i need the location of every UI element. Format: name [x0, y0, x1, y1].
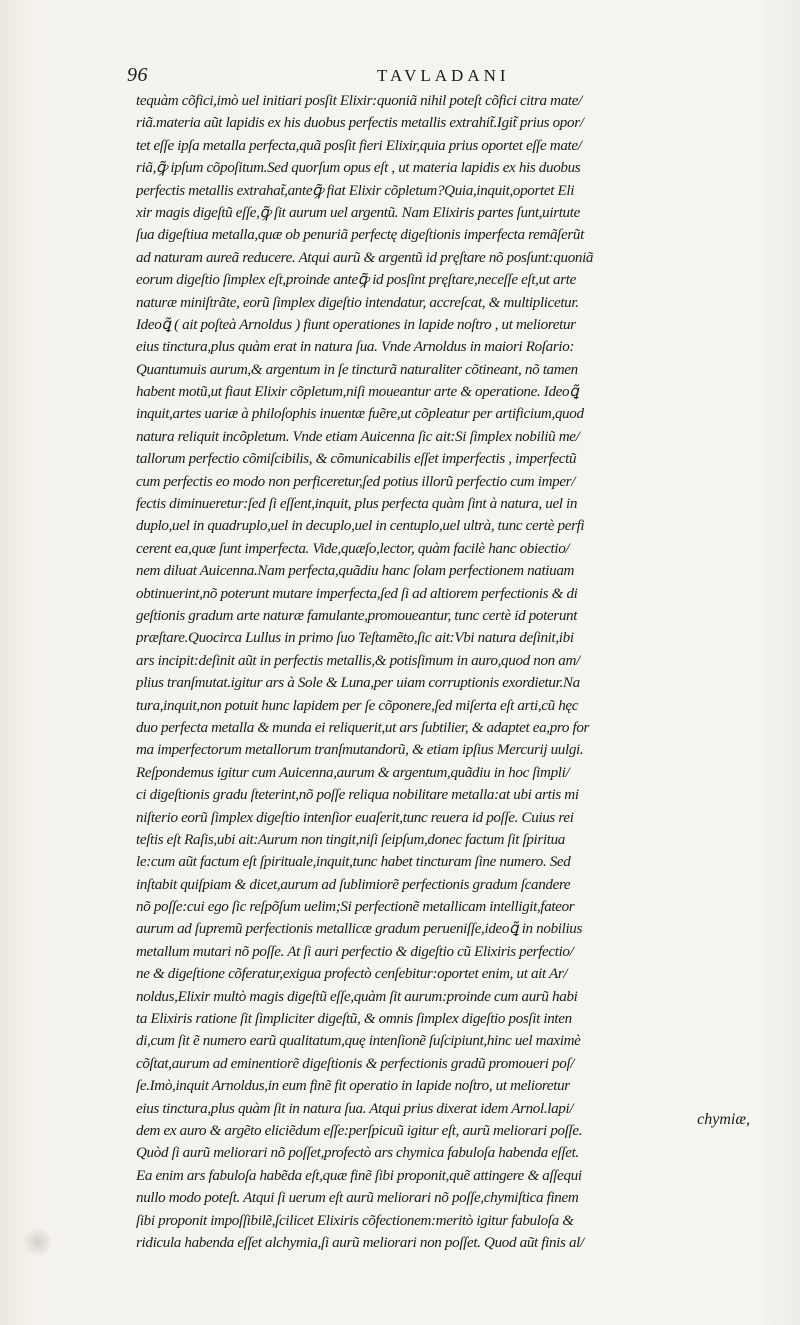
text-line: habent motũ,ut fiaut Elixir cõpletum,niſi moueantur arte & operatione. Ideoꝗ̃ — [136, 384, 579, 401]
text-line: tet eſſe ipſa metalla perfecta,quã posſit fieri Elixir,quia prius oportet eſſe mate/ — [136, 137, 582, 154]
text-line: riã.materia aũt lapidis ex his duobus perfectis metallis extrahit̃.Igit̃ prius opor/ — [136, 115, 584, 132]
text-line: ne & digeſtione cõferatur,exigua profectò cenſebitur:oportet enim, ut ait Ar/ — [136, 966, 568, 983]
text-line: duo perfecta metalla & munda ei reliquerit,ut ars ſubtilier, & adaptet ea,pro for — [136, 719, 590, 736]
text-line: tequàm cõfici,imò uel initiari posſit Elixir:quoniã nihil poteſt cõfici citra mate/ — [136, 93, 582, 109]
text-line: inſtabit quiſpiam & dicet,aurum ad ſublimiorẽ perfectionis gradum ſcandere — [136, 876, 571, 893]
text-line: riã,ꝙ̃ ipſum cõpoſitum.Sed quorſum opus eſt , ut materia lapidis ex his duobus — [136, 160, 581, 177]
text-line: naturæ miniſtrãte, eorũ ſimplex digeſtio intendatur, accreſcat, & multiplicetur. — [136, 294, 579, 311]
text-line: plius tranſmutat.igitur ars à Sole & Luna,per uiam corruptionis exordietur.Na — [136, 675, 580, 692]
text-line: duplo,uel in quadruplo,uel in decuplo,uel in centuplo,uel ultrà, tunc certè perfi — [136, 518, 585, 535]
text-line: cum perfectis eo modo non perficeretur,ſed potius illorũ perfectio cum imper/ — [136, 473, 576, 490]
text-line: Quòd ſi aurũ meliorari nõ poſſet,profectò ars chymica fabuloſa habenda eſſet. — [136, 1145, 579, 1162]
text-line: xir magis digeſtũ eſſe,ꝙ̃ ſit aurum uel argentũ. Nam Elixiris partes ſunt,uirtute — [136, 204, 580, 221]
text-line: fectis diminueretur:ſed ſi eſſent,inquit, plus perfecta quàm ſint à natura, uel in — [136, 496, 578, 513]
text-line: eorum digeſtio ſimplex eſt,proinde anteꝙ̃ id posſint pręſtare,neceſſe eſt,ut arte — [136, 272, 576, 289]
text-line: præſtare.Quocirca Lullus in primo ſuo Teſtamẽto,ſic ait:Vbi natura deſinit,ibi — [136, 630, 574, 647]
text-line: ma imperfectorum metallorum tranſmutandorũ, & etiam ipſius Mercurij uulgi. — [136, 742, 584, 759]
text-line: Quantumuis aurum,& argentum in ſe tincturã naturaliter cõtineant, nõ tamen — [136, 361, 578, 378]
text-line: nõ poſſe:cui ego ſic reſpõſum uelim;Si perfectionẽ metallicam intelligit,fateor — [136, 899, 575, 916]
text-line: Ideoꝗ̃ ( ait poſteà Arnoldus ) fiunt operationes in lapide noſtro , ut melioretur — [136, 316, 576, 333]
catchword: chymiæ, — [697, 1111, 750, 1128]
text-line: nem diluat Auicenna.Nam perfecta,quãdiu hanc ſolam perfectionem natiuam — [136, 563, 575, 580]
text-line: Reſpondemus igitur cum Auicenna,aurum & argentum,quãdiu in hoc ſimpli/ — [136, 764, 570, 781]
text-line: ci digeſtionis gradu ſteterint,nõ poſſe reliqua nobilitare metalla:at ubi artis mi — [136, 787, 579, 804]
text-line: cerent ea,quæ ſunt imperfecta. Vide,quæſo,lector, quàm facilè hanc obiectio/ — [136, 540, 570, 557]
text-line: obtinuerint,nõ poterunt mutare imperfecta,ſed ſi ad altiorem perfectionis & di — [136, 585, 578, 602]
text-line: ſe.Imò,inquit Arnoldus,in eum finẽ fit operatio in lapide noſtro, ut melioretur — [136, 1078, 570, 1095]
body-text — [136, 90, 740, 1254]
running-head: TAVLADANI — [377, 66, 510, 85]
text-line: natura reliquit incõpletum. Vnde etiam Auicenna ſic ait:Si ſimplex nobiliũ me/ — [136, 428, 580, 445]
text-line: dem ex auro & argẽto eliciẽdum eſſe:perſpicuũ igitur eſt, aurũ meliorari poſſe. — [136, 1122, 583, 1139]
text-line: geſtionis gradum arte naturæ famulante,promoueantur, tunc certè id poterunt — [136, 607, 578, 624]
text-line: aurum ad ſupremũ perfectionis metallicæ gradum perueniſſe,ideoꝗ̃ in nobilius — [136, 921, 583, 938]
text-line: le:cum aũt factum eſt ſpirituale,inquit,tunc habet tincturam ſine numero. Sed — [136, 854, 571, 871]
text-line: noldus,Elixir multò magis digeſtũ eſſe,quàm ſit aurum:proinde cum aurũ habi — [136, 988, 578, 1005]
text-line: ta Elixiris ratione ſit ſimpliciter digeſtũ, & omnis ſimplex digeſtio posſit inten — [136, 1011, 572, 1028]
text-line: tura,inquit,non potuit hunc lapidem per ſe cõponere,ſed miſerta eſt arti,cũ hęc — [136, 697, 579, 714]
page-number: 96 — [127, 64, 148, 86]
text-line: niſterio eorũ ſimplex digeſtio intenſior euaſerit,tunc reuera id poſſe. Cuius rei — [136, 809, 574, 826]
text-line: ad naturam aureã reducere. Atqui aurũ & argentũ id pręſtare nõ posſunt:quoniã — [136, 249, 594, 266]
paper-stain — [24, 1228, 52, 1256]
text-line: nullo modo poteſt. Atqui ſi uerum eſt aurũ meliorari nõ poſſe,chymiſtica finem — [136, 1190, 579, 1207]
text-line: eius tinctura,plus quàm erat in natura ſua. Vnde Arnoldus in maiori Roſario: — [136, 339, 575, 356]
text-line: cõſtat,aurum ad eminentiorẽ digeſtionis & perfectionis gradũ promoueri poſ/ — [136, 1055, 575, 1072]
text-line: eius tinctura,plus quàm ſit in natura ſua. Atqui prius dixerat idem Arnol.lapi/ — [136, 1100, 574, 1117]
text-line: ars incipit:deſinit aũt in perfectis metallis,& potisſimum in auro,quod non am/ — [136, 652, 580, 669]
text-line: inquit,artes uariæ à philoſophis inuentæ fuẽre,ut cõpleatur per artificium,quod — [136, 406, 584, 423]
text-line: ſua digeſtiua metalla,quæ ob penuriã perfectę digeſtionis imperfecta remãſerũt — [136, 227, 584, 244]
text-line: tallorum perfectio cõmiſcibilis, & cõmunicabilis eſſet imperfectis , imperfectũ — [136, 451, 577, 468]
text-line: perfectis metallis extrahat̃,anteꝙ̃ fiat Elixir cõpletum?Quia,inquit,oportet Eli — [136, 182, 575, 199]
text-line: teſtis eſt Raſis,ubi ait:Aurum non tingit,niſi ſeipſum,donec factum ſit ſpiritua — [136, 831, 565, 848]
text-line: ridicula habenda eſſet alchymia,ſi aurũ meliorari non poſſet. Quod aũt finis al/ — [136, 1234, 584, 1251]
text-line: Ea enim ars fabuloſa habẽda eſt,quæ finẽ ſibi proponit,quẽ attingere & aſſequi — [136, 1167, 582, 1184]
text-line: di,cum ſit ẽ numero earũ qualitatum,quę intenſionẽ ſuſcipiunt,hinc uel maximè — [136, 1033, 581, 1050]
text-line: metallum mutari nõ poſſe. At ſi auri perfectio & digeſtio cũ Elixiris perfectio/ — [136, 943, 574, 960]
text-line: ſibi proponit impoſſibilẽ,ſcilicet Elixiris cõfectionem:meritò igitur fabuloſa & — [136, 1212, 574, 1229]
